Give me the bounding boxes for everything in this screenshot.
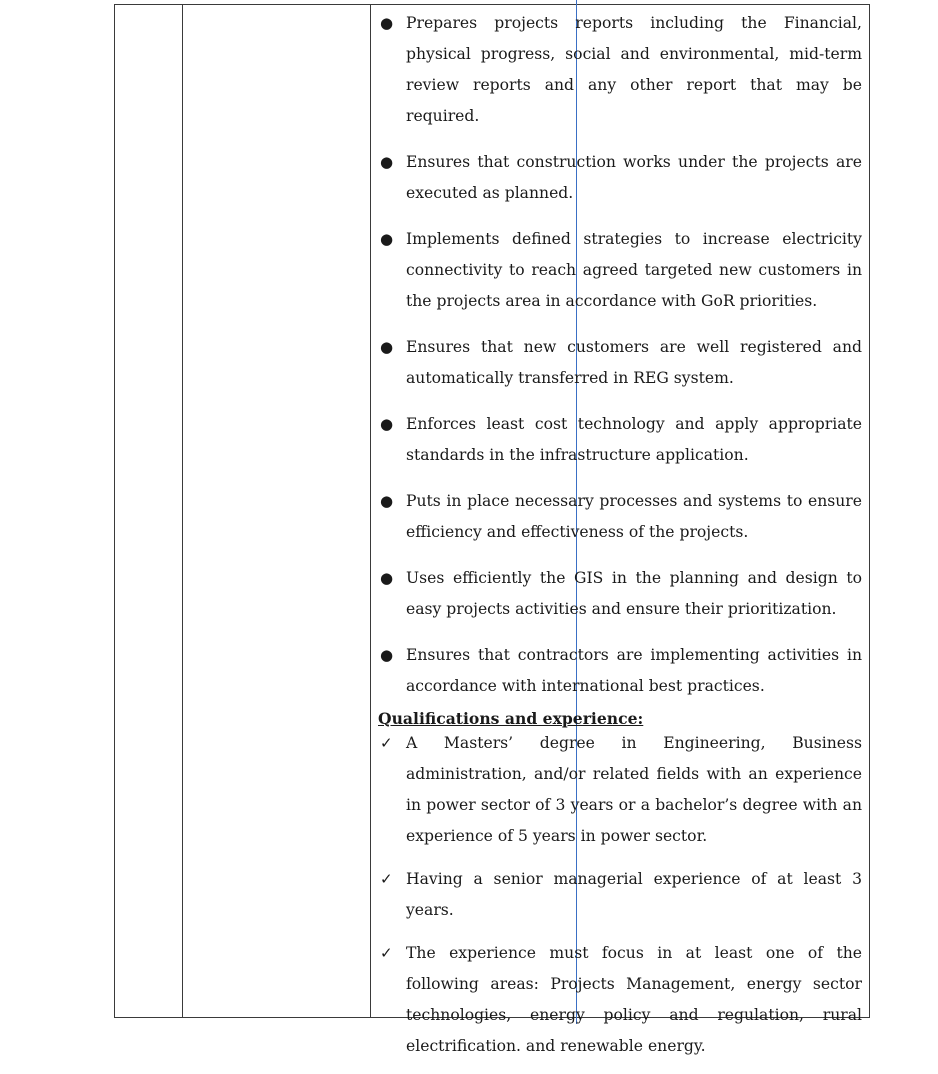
responsibility-item bbox=[378, 224, 862, 317]
responsibility-item bbox=[378, 147, 862, 209]
qualification-item bbox=[378, 864, 862, 926]
column-divider-2 bbox=[370, 5, 371, 1017]
qualification-text: The experience must focus in at least one of the following areas: Projects Management, energy sector technologies, energy policy and regulation, rural electrification. and renewable energy. bbox=[406, 944, 862, 1055]
column-divider-1 bbox=[182, 5, 183, 1017]
bullet-dot-icon: ● bbox=[380, 153, 394, 171]
bullet-dot-icon: ● bbox=[380, 14, 394, 32]
bullet-dot-icon: ● bbox=[380, 569, 394, 587]
responsibility-text: Ensures that contractors are implementing activities in accordance with international best practices. bbox=[406, 646, 862, 695]
qualification-item bbox=[378, 728, 862, 852]
bullet-dot-icon: ● bbox=[380, 415, 394, 433]
responsibility-text: Uses efficiently the GIS in the planning and design to easy projects activities and ensure their prioritization. bbox=[406, 569, 862, 618]
qualifications-heading: Qualifications and experience: bbox=[378, 709, 644, 728]
qualifications-list bbox=[378, 728, 862, 1062]
bullet-dot-icon: ● bbox=[380, 338, 394, 356]
responsibility-item bbox=[378, 640, 862, 702]
qualification-text: A Masters’ degree in Engineering, Business administration, and/or related fields with an experience in power sector of 3 years or a bachelor’s degree with an experience of 5 years in power sector. bbox=[406, 734, 862, 845]
responsibility-item bbox=[378, 8, 862, 132]
responsibility-item bbox=[378, 563, 862, 625]
responsibility-item bbox=[378, 332, 862, 394]
responsibilities-list bbox=[378, 8, 862, 702]
bullet-dot-icon: ● bbox=[380, 230, 394, 248]
responsibility-item bbox=[378, 409, 862, 471]
qualification-text: Having a senior managerial experience of at least 3 years. bbox=[406, 870, 862, 919]
bullet-dot-icon: ● bbox=[380, 492, 394, 510]
responsibility-text: Enforces least cost technology and apply appropriate standards in the infrastructure application. bbox=[406, 415, 862, 464]
responsibility-item bbox=[378, 486, 862, 548]
responsibility-text: Implements defined strategies to increase electricity connectivity to reach agreed targeted new customers in the projects area in accordance with GoR priorities. bbox=[406, 230, 862, 310]
bullet-dot-icon: ● bbox=[380, 646, 394, 664]
responsibility-text: Ensures that new customers are well registered and automatically transferred in REG system. bbox=[406, 338, 862, 387]
qualification-item bbox=[378, 938, 862, 1062]
check-mark-icon: ✓ bbox=[380, 944, 393, 962]
check-mark-icon: ✓ bbox=[380, 734, 393, 752]
responsibility-text: Puts in place necessary processes and systems to ensure efficiency and effectiveness of the projects. bbox=[406, 492, 862, 541]
responsibility-text: Ensures that construction works under the projects are executed as planned. bbox=[406, 153, 862, 202]
responsibilities-cell bbox=[378, 8, 862, 1074]
responsibility-text: Prepares projects reports including the Financial, physical progress, social and environmental, mid-term review reports and any other report that may be required. bbox=[406, 14, 862, 125]
check-mark-icon: ✓ bbox=[380, 870, 393, 888]
